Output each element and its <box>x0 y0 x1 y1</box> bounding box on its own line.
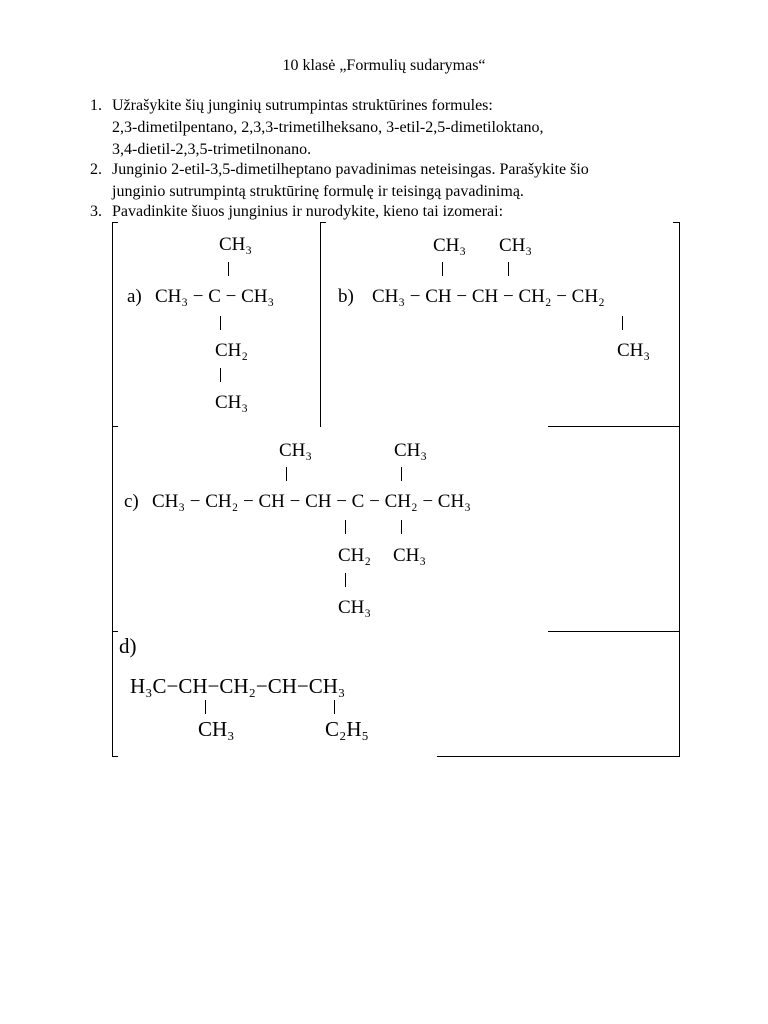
compound-c-sub-1b: CH₃ <box>338 597 372 618</box>
compound-a-sub-1: CH₂ <box>215 340 249 361</box>
compound-d-main-chain: H₃C−CH−CH₂−CH−CH₃ <box>130 674 346 698</box>
compound-c-main-chain: CH₃ − CH₂ − CH − CH − C − CH₂ − CH₃ <box>152 491 471 512</box>
question-1-line-1: Užrašykite šių junginių sutrumpintas struktūrines formules: <box>112 97 493 114</box>
compound-d-label: d) <box>119 634 137 658</box>
frame-row-divider-2 <box>548 631 679 632</box>
frame-row-divider-1 <box>548 426 679 427</box>
compound-c-bond <box>345 520 346 534</box>
frame-right-border <box>679 222 680 757</box>
compound-b-label: b) <box>338 286 354 307</box>
compound-c-bond <box>345 573 346 587</box>
question-2-line-2: junginio sutrumpintą struktūrinę formulę ir teisingą pavadinimą. <box>112 183 524 200</box>
question-2-number: 2. <box>90 161 102 178</box>
compound-c-top-branch-1: CH₃ <box>279 440 313 461</box>
compound-c-label: c) <box>124 491 139 512</box>
frame-tick <box>112 222 118 223</box>
question-2-line-1: Junginio 2-etil-3,5-dimetilheptano pavadinimas neteisingas. Parašykite šio <box>112 161 589 178</box>
question-1-line-3: 3,4-dietil-2,3,5-trimetilnonano. <box>112 141 312 158</box>
compound-a-bond <box>220 368 221 382</box>
compound-c-sub-2: CH₃ <box>393 545 427 566</box>
compound-d-sub-1: CH₃ <box>198 717 235 741</box>
compound-d-sub-2: C₂H₅ <box>325 717 369 741</box>
frame-tick <box>112 756 118 757</box>
question-1-line-2: 2,3-dimetilpentano, 2,3,3-trimetilheksano, 3-etil-2,5-dimetiloktano, <box>112 119 544 136</box>
compound-c-sub-1: CH₂ <box>338 545 372 566</box>
frame-left-border <box>112 222 113 757</box>
compound-c-bond <box>401 467 402 481</box>
compound-b-bottom-branch: CH₃ <box>617 340 651 361</box>
compound-c-top-branch-2: CH₃ <box>394 440 428 461</box>
question-3-number: 3. <box>90 203 102 220</box>
compound-a-top-branch: CH₃ <box>219 234 253 255</box>
compound-a-label: a) <box>127 286 142 307</box>
compound-a-sub-2: CH₃ <box>215 392 249 413</box>
compound-d-bond <box>205 700 206 714</box>
frame-tick <box>673 222 679 223</box>
compound-b-main-chain: CH₃ − CH − CH − CH₂ − CH₂ <box>372 286 605 307</box>
compound-b-bond <box>622 316 623 330</box>
compound-a-main-chain: CH₃ − C − CH₃ <box>155 286 275 307</box>
page-title: 10 klasė „Formulių sudarymas“ <box>282 57 486 74</box>
compound-b-bond <box>508 262 509 276</box>
compound-b-top-branch-1: CH₃ <box>433 235 467 256</box>
compound-c-bond <box>401 520 402 534</box>
question-1-number: 1. <box>90 97 102 114</box>
frame-tick <box>112 631 118 632</box>
frame-tick <box>112 426 118 427</box>
frame-tick <box>320 222 326 223</box>
compound-d-bond <box>334 700 335 714</box>
compound-b-top-branch-2: CH₃ <box>499 235 533 256</box>
frame-bottom-border <box>437 756 679 757</box>
frame-divider-ab <box>320 222 321 427</box>
compound-a-bond <box>228 262 229 276</box>
compound-b-bond <box>442 262 443 276</box>
question-3-line-1: Pavadinkite šiuos junginius ir nurodykite, kieno tai izomerai: <box>112 203 504 220</box>
compound-a-bond <box>220 316 221 330</box>
compound-c-bond <box>286 467 287 481</box>
